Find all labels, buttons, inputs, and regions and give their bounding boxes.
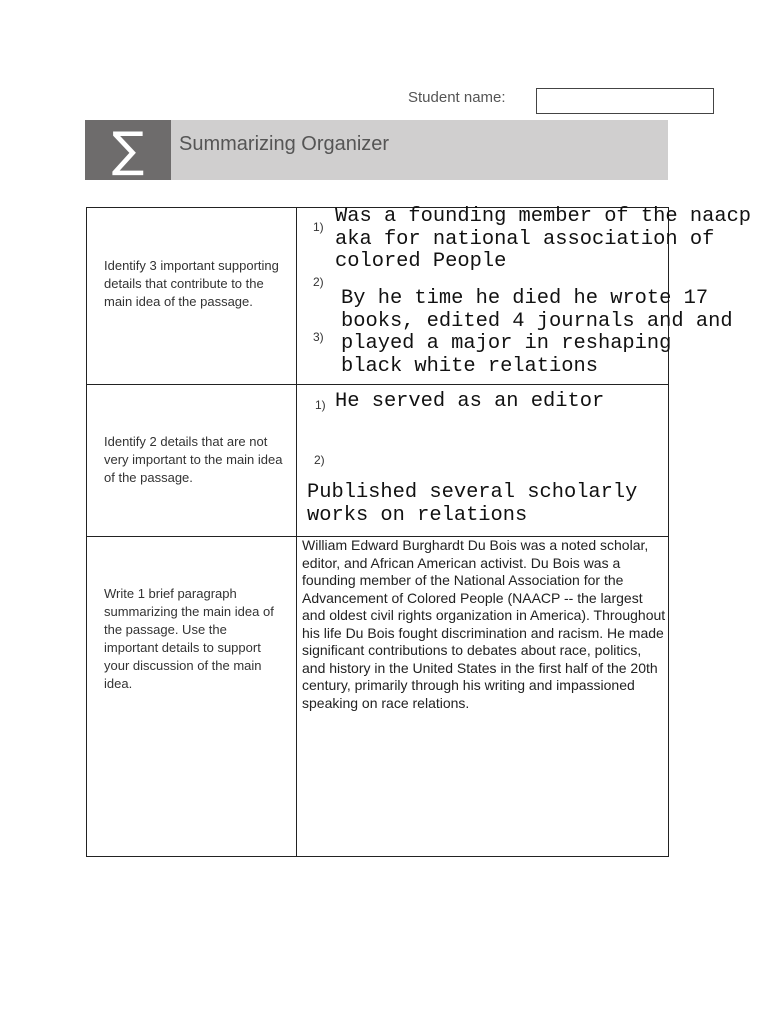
item-number: 1) xyxy=(313,220,324,234)
item-number: 3) xyxy=(313,330,324,344)
page-title: Summarizing Organizer xyxy=(179,133,390,155)
table-border xyxy=(86,207,87,857)
answer-unimportant-2[interactable]: Published several scholarly works on relations xyxy=(307,481,638,527)
answer-detail-1[interactable]: Was a founding member of the naacp aka for national association of colored People xyxy=(335,205,752,273)
item-number: 1) xyxy=(315,398,326,412)
table-border xyxy=(86,856,669,857)
summary-paragraph[interactable]: William Edward Burghardt Du Bois was a noted scholar, editor, and African American activist. Du Bois was a founding member of the National Association for the Advancement of Colored People (NAACP -- the largest and oldest civil rights organization in America). Throughout his life Du Bois fought discrimination and racism. He made significant contributions to debates about race, politics, and history in the United States in the first half of the 20th century, primarily through his writing and impassioned speaking on race relations. xyxy=(302,537,666,711)
prompt-unimportant-details: Identify 2 details that are not very important to the main idea of the passage. xyxy=(104,434,283,485)
answer-unimportant-1[interactable]: He served as an editor xyxy=(335,390,605,413)
sigma-icon: ∑ xyxy=(85,120,171,180)
prompt-supporting-details: Identify 3 important supporting details that contribute to the main idea of the passage. xyxy=(104,258,279,309)
student-name-label: Student name: xyxy=(408,89,506,106)
row-divider xyxy=(86,384,669,385)
student-name-field[interactable] xyxy=(536,88,714,114)
title-banner xyxy=(85,120,668,180)
column-divider xyxy=(296,207,297,857)
answer-detail-2[interactable]: By he time he died he wrote 17 books, edited 4 journals and and played a major in reshaping black white relations xyxy=(341,287,733,378)
item-number: 2) xyxy=(314,453,325,467)
item-number: 2) xyxy=(313,275,324,289)
prompt-summary: Write 1 brief paragraph summarizing the main idea of the passage. Use the important details to support your discussion of the main idea. xyxy=(104,586,274,691)
